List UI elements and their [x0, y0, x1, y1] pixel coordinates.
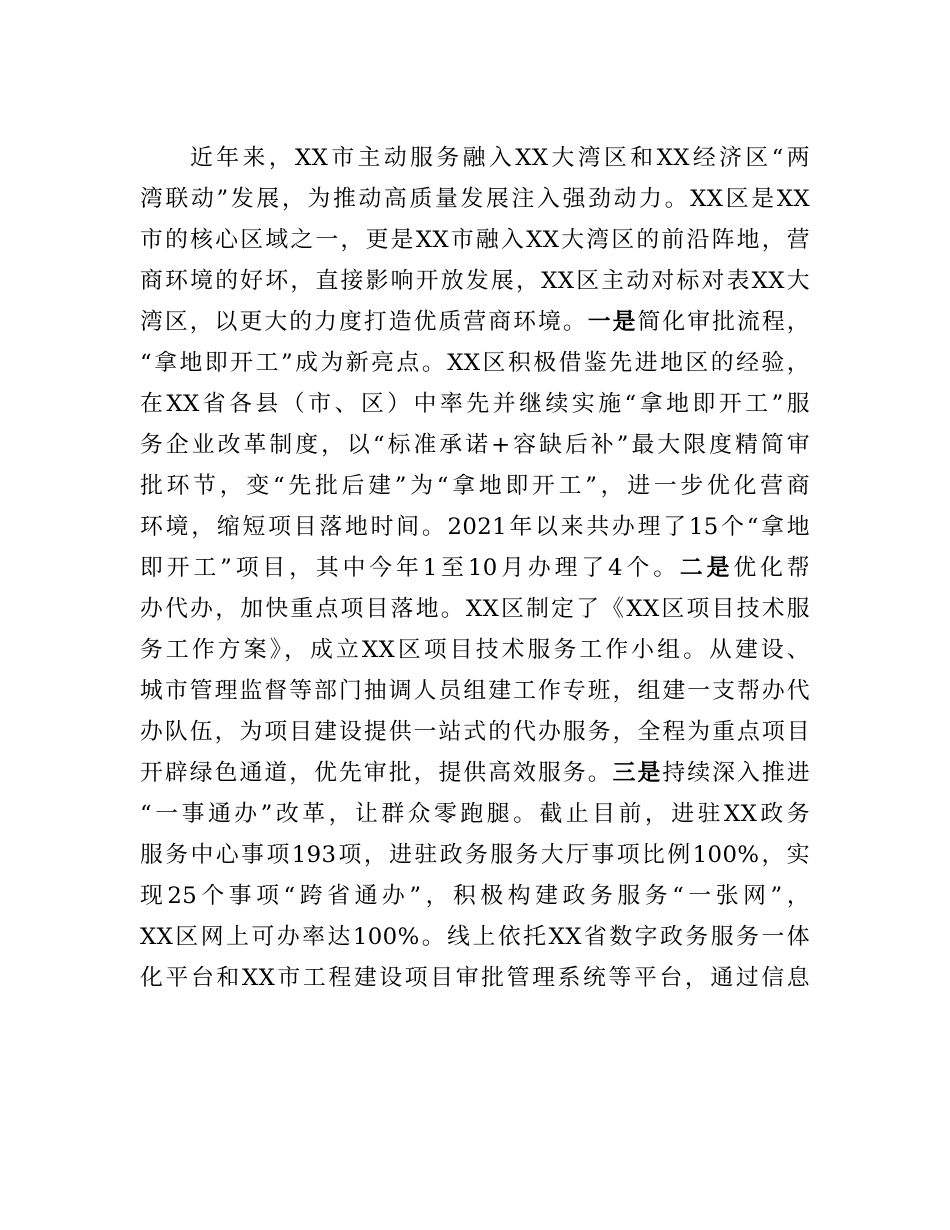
text-segment: 环境，缩短项目落地时间。2021年以来共办理了15个“拿地: [140, 514, 810, 540]
text-line: [140, 220, 810, 261]
text-line: [140, 343, 810, 384]
text-line: [140, 630, 810, 671]
text-segment: 优化帮: [733, 555, 810, 581]
text-segment: 湾区，以更大的力度打造优质营商环境。: [140, 309, 588, 335]
text-segment: “一事通办”改革，让群众零跑腿。截止目前，进驻XX政务: [140, 801, 810, 827]
text-segment: 持续深入推进: [662, 760, 810, 786]
bold-marker: 一是: [587, 309, 638, 335]
text-segment: 服务中心事项193项，进驻政务服务大厅事项比例100%，实: [140, 842, 810, 868]
text-segment: 在XX省各县（市、区）中率先并继续实施“拿地即开工”服: [140, 391, 810, 417]
text-segment: 近年来，XX市主动服务融入XX大湾区和XX经济区“两: [190, 145, 810, 171]
text-line: [140, 138, 810, 179]
text-segment: 城市管理监督等部门抽调人员组建工作专班，组建一支帮办代: [140, 678, 810, 704]
text-segment: XX区网上可办率达100%。线上依托XX省数字政务服务一体: [140, 924, 810, 950]
text-line: [140, 876, 810, 917]
text-segment: 务工作方案》，成立XX区项目技术服务工作小组。从建设、: [140, 637, 810, 663]
bold-marker: 三是: [612, 760, 663, 786]
text-line: [140, 835, 810, 876]
text-line: [140, 753, 810, 794]
text-segment: 湾联动”发展，为推动高质量发展注入强劲动力。XX区是XX: [140, 186, 810, 212]
text-segment: 化平台和XX市工程建设项目审批管理系统等平台，通过信息: [140, 965, 810, 991]
text-segment: “拿地即开工”成为新亮点。XX区积极借鉴先进地区的经验，: [140, 350, 810, 376]
text-line: [140, 589, 810, 630]
text-line: [140, 958, 810, 999]
text-segment: 批环节，变“先批后建”为“拿地即开工”，进一步优化营商: [140, 473, 810, 499]
bold-marker: 二是: [679, 555, 734, 581]
text-segment: 简化审批流程，: [637, 309, 810, 335]
text-segment: 务企业改革制度，以“标准承诺+容缺后补”最大限度精简审: [140, 432, 810, 458]
text-segment: 市的核心区域之一，更是XX市融入XX大湾区的前沿阵地，营: [140, 227, 810, 253]
text-segment: 办队伍，为项目建设提供一站式的代办服务，全程为重点项目: [140, 719, 810, 745]
text-line: [140, 507, 810, 548]
text-line: [140, 425, 810, 466]
text-line: [140, 671, 810, 712]
text-segment: 办代办，加快重点项目落地。XX区制定了《XX区项目技术服: [140, 596, 810, 622]
text-segment: 开辟绿色通道，优先审批，提供高效服务。: [140, 760, 613, 786]
text-line: [140, 384, 810, 425]
text-segment: 现25个事项“跨省通办”，积极构建政务服务“一张网”，: [140, 883, 810, 909]
text-line: [140, 261, 810, 302]
text-line: [140, 466, 810, 507]
text-line: [140, 302, 810, 343]
text-line: [140, 794, 810, 835]
text-line: [140, 917, 810, 958]
text-segment: 商环境的好坏，直接影响开放发展，XX区主动对标对表XX大: [140, 268, 810, 294]
text-line: [140, 548, 810, 589]
text-line: [140, 712, 810, 753]
text-segment: 即开工”项目，其中今年1至10月办理了4个。: [140, 555, 680, 581]
text-line: [140, 179, 810, 220]
body-paragraph: [140, 138, 810, 999]
